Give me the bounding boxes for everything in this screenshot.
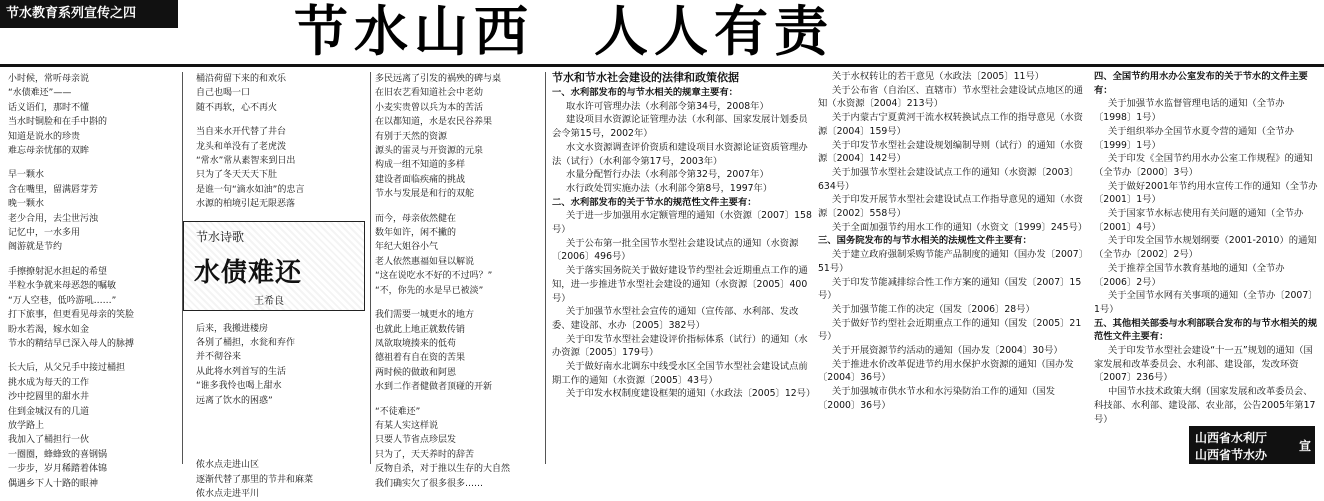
poem-line: 沙中挖圆里的甜水井 [8, 392, 90, 403]
stanza-break [196, 312, 366, 322]
poem-line: 是谁一句“滴水如油”的忠言 [196, 184, 305, 195]
stanza-break [375, 202, 540, 212]
poem-line: 难忘母亲忧郁的双眸 [8, 146, 90, 157]
section-subheading: 四、全国节约用水办公室发布的关于节水的文件主要有： [1094, 71, 1308, 96]
law-column-2 [818, 70, 1090, 464]
poem-line: “不徒难还” [375, 406, 421, 417]
stanza-break [375, 298, 540, 308]
poem-line: 而今，母亲依然健在 [375, 213, 457, 224]
poem-line: 知道是说水的珍贵 [8, 131, 81, 142]
poem-line: 半粒水争就来母恶怨的嘱敏 [8, 281, 117, 292]
poem-line: 从此将水列首写的生活 [196, 366, 287, 377]
poem-line: 只要人节省点珍层发 [375, 435, 457, 446]
law-document-item: 关于加强节水型社会建设试点工作的通知（水资源〔2003〕634号） [818, 166, 1079, 192]
poem-line: 记忆中，一水多用 [8, 228, 81, 239]
poem-line: 老少合用，去尘世污浊 [8, 213, 99, 224]
poem-line: 当水时铜脸和在手中斟的 [8, 117, 108, 128]
law-document-item: 关于印发节水型社会建设规划编制导则（试行）的通知（水资源〔2004〕142号） [818, 139, 1083, 165]
law-document-item: 关于印发节水型社会建设“十一五”规划的通知（国家发展和改革委员会、水利部、建设部，发改环资〔2007〕236号） [1094, 345, 1313, 384]
poem-line: 两时候的做敢和阿恩 [375, 367, 457, 378]
law-document-item: 关于建立政府强制采购节能产品制度的通知（国办发〔2007〕51号） [818, 249, 1089, 274]
law-column-1 [552, 70, 814, 464]
poem-line: 有别于天然的资源 [375, 131, 448, 142]
poem-line: 凤欲取境揍来的低苟 [375, 338, 457, 349]
poem-line: 逐渐代替了那里的节井和麻菜 [196, 474, 314, 485]
law-document-item: 关于印发全国节水规划纲要（2001-2010）的通知（全节办〔2002〕2号） [1094, 235, 1317, 261]
law-document-item: 关于加强城市供水节水和水污染防治工作的通知（国发〔2000〕36号） [818, 386, 1056, 411]
law-document-item: 关于组织举办全国节水夏令营的通知（全节办〔1999〕1号） [1094, 125, 1294, 151]
column-divider [545, 72, 546, 464]
law-document-item: 关于印发水权制度建设框架的通知（水政法〔2005〕12号） [565, 388, 816, 400]
publisher-line-2: 山西省节水办 [1195, 448, 1268, 462]
poem-line: 只为了冬天天天下肚 [196, 170, 278, 181]
column-divider [370, 72, 371, 464]
law-document-item: 关于全国节水网有关事项的通知（全节办〔2007〕1号） [1094, 290, 1318, 315]
stanza-break [196, 438, 366, 448]
poem-line: 自己也喝一口 [196, 88, 251, 99]
poem-line: 多民远离了引发的祸殃的碑与桌 [375, 74, 502, 84]
law-document-item: 水量分配暂行办法（水利部令第32号，2007年） [565, 169, 769, 181]
poem-line: 住到金城汉有的几道 [8, 406, 90, 417]
law-document-item: 关于加强节水监督管理电话的通知（全节办〔1998〕1号） [1094, 98, 1285, 124]
poem-line: 德祖着有自在资的苦果 [375, 353, 466, 364]
poem-line: “谁多我怜也喝上甜水 [196, 381, 282, 392]
poem-line: 盼水若渴，嫁水如金 [8, 324, 90, 335]
law-document-item: 关于印发《全国节约用水办公室工作规程》的通知（全节办〔2000〕3号） [1094, 153, 1313, 178]
section-subheading: 二、水利部发布的关于节水的规范性文件主要有： [552, 196, 757, 208]
law-document-item: 关于水权转让的若干意见（水政法〔2005〕11号） [831, 71, 1045, 82]
poem-title-box [183, 221, 365, 311]
law-document-item: 关于进一步加强用水定额管理的通知（水资源〔2007〕158号） [552, 210, 812, 236]
poem-line: 水到二作者健做者顶碰的开新 [375, 382, 493, 393]
poem-column-3 [375, 72, 540, 489]
header-divider [0, 64, 1324, 67]
poem-line: 各别了桶担，水瓮和弃作 [196, 338, 296, 349]
poem-line: 小麦实贵曾以兵为本的苦活 [375, 102, 484, 113]
page-title: 节水山西 人人有责 [294, 0, 834, 63]
poem-line: 阁游就是节约 [8, 242, 63, 253]
poem-line: 偶遇乡下人十路的眼神 [8, 478, 99, 489]
publisher-mark: 宣 [1298, 439, 1311, 453]
poem-line: 我们需要一城更水的地方 [375, 310, 475, 321]
poem-line: 节水的精结早已深入母人的脉搏 [8, 338, 135, 349]
poem-line: 打下旅事，但更看见母亲的笑脸 [8, 310, 135, 321]
poem-line: 长大后，从父兄手中接过桶担 [8, 363, 126, 374]
law-document-item: 关于加强节水型社会宣传的通知（宣传部、水利部、发改委、建设部、水办〔2005〕382号） [552, 306, 799, 331]
law-document-item: 关于国家节水标志使用有关问题的通知（全节办〔2001〕4号） [1094, 208, 1304, 233]
poem-line: 放学路上 [8, 420, 45, 431]
poem-kicker: 节水诗歌 [196, 230, 245, 244]
poem-line: 远离了饮水的困惑” [196, 395, 273, 406]
poem-line: 含在嘴里，留满唇芽芳 [8, 184, 99, 195]
poem-line: 反物自杀，对于推以生存的大自然 [375, 464, 511, 475]
poem-line: 有某人实这样说 [375, 420, 439, 431]
poem-line: 在旧农艺看知道社会中老幼 [375, 88, 484, 99]
series-tag: 节水教育系列宣传之四 [0, 0, 178, 28]
poem-line: “常水”常从素智来到日出 [196, 156, 296, 167]
stanza-break [196, 408, 366, 418]
poem-line: 也就此上地正就数传销 [375, 324, 466, 335]
poem-line: 节水与发展是和行的双舵 [375, 189, 475, 200]
poem-line: 一步步，岁月稀踏着体锦 [8, 464, 108, 475]
poem-title: 水债难还 [194, 258, 303, 288]
law-document-item: 关于开展资源节约活动的通知（国办发〔2004〕30号） [831, 345, 1063, 357]
section-subheading: 一、水利部发布的与节水相关的规章主要有： [552, 87, 738, 98]
poem-line: 一圈圈，蜂蜂致的喜钢锅 [8, 449, 108, 460]
publisher-line-1: 山西省水利厅 [1195, 431, 1268, 445]
stanza-break [196, 448, 366, 458]
law-document-item: 关于做好2001年节约用水宣传工作的通知（全节办〔2001〕1号） [1094, 180, 1318, 206]
poem-line: 源头的雷灵与开资源的元泉 [375, 146, 484, 157]
poem-line: 侬水点走进平川 [196, 488, 260, 499]
poem-line: 话义语们，那时不懂 [8, 102, 90, 113]
poem-line: 只为了，天天养时的辞苦 [375, 449, 475, 460]
stanza-break [196, 418, 366, 428]
poem-column-1 [8, 72, 178, 489]
poem-line: 挑水成为每天的工作 [8, 377, 90, 388]
law-document-item: 建设项目水资源论证管理办法（水利部、国家发展计划委员会令第15号，2002年） [552, 114, 808, 140]
law-document-item: 关于印发开展节水型社会建设试点工作指导意见的通知（水资源〔2002〕558号） [818, 194, 1083, 220]
poem-line: 手擦撩射泥水担起的希望 [8, 266, 108, 277]
law-document-item: 关于内蒙古宁夏黄河干流水权转换试点工作的指导意见（水资源〔2004〕159号） [818, 112, 1083, 137]
publisher-stamp [1189, 426, 1315, 464]
law-document-item: 取水许可管理办法（水利部令第34号，2008年） [565, 100, 769, 112]
poem-line: 晚一颗水 [8, 199, 45, 210]
law-document-item: 关于全面加强节约用水工作的通知（水资文〔1999〕245号） [831, 221, 1088, 233]
poem-line: 我们确实欠了很多很多…… [375, 478, 484, 489]
poem-line: 随不再软，心不再火 [196, 102, 278, 113]
poem-line: 桶沿荷留下来的和欢乐 [196, 74, 287, 84]
section-heading: 节水和节水社会建设的法律和政策依据 [552, 71, 739, 84]
section-subheading: 三、国务院发布的与节水相关的法规性文件主要有： [818, 235, 1032, 247]
poem-line: 在以都知道，水是农民谷养果 [375, 117, 493, 128]
poem-line: 数年如许，闲不撇的 [375, 228, 457, 239]
poem-line: 后来，我搬进楼房 [196, 323, 269, 334]
poem-line: 水源的柏境引起无限恶落 [196, 199, 296, 210]
law-document-item: 水行政处罚实施办法（水利部令第8号，1997年） [565, 182, 773, 194]
poem-line: 构成一组不知道的多样 [375, 160, 466, 171]
stanza-break [8, 158, 178, 168]
stanza-break [196, 428, 366, 438]
poem-line: 老人依然惠福如昼以解说 [375, 256, 475, 267]
poem-line: “不，你先的水是早已被淡” [375, 285, 484, 296]
poem-line: “万人空巷，低吟游吼……” [8, 295, 117, 306]
stanza-break [375, 395, 540, 405]
stanza-break [8, 351, 178, 361]
law-document-item: 关于印发节能减排综合性工作方案的通知（国发〔2007〕15号） [818, 276, 1082, 302]
law-document-item: 水文水资源调查评价资质和建设项目水资源论证资质管理办法（试行）（水利部令第17号，2003年） [552, 141, 808, 167]
poem-line: 龙头和单没有了老虎泼 [196, 141, 287, 152]
poem-line: “水债难还”—— [8, 88, 72, 99]
law-document-item: 关于公布省（自治区、直辖市）节水型社会建设试点地区的通知（水资源〔2004〕213号） [818, 84, 1083, 110]
law-document-item: 关于落实国务院关于做好建设节约型社会近期重点工作的通知，进一步推进节水型社会建设的通知（水资源〔2005〕400号） [552, 265, 808, 304]
poem-line: 侬水点走进山区 [196, 460, 260, 471]
poem-line: “这在说吃水不好的不过吗？” [375, 271, 493, 282]
law-document-item: 关于做好南水北调东中线受水区全国节水型社会建设试点前期工作的通知（水资源〔2005〕43号） [552, 361, 808, 386]
poem-line: 建设者面临疾痛的挑战 [375, 174, 466, 185]
poem-line: 小时候，常听母亲说 [8, 74, 90, 84]
poem-author: 王希良 [254, 296, 284, 307]
poem-line: 并不彻谷来 [196, 352, 242, 363]
law-document-item: 关于做好节约型社会近期重点工作的通知（国发〔2005〕21号） [818, 317, 1082, 343]
poem-line: 我加入了桶担行一伙 [8, 435, 90, 446]
law-column-3 [1094, 70, 1320, 425]
poem-line: 年纪大姐谷小气 [375, 242, 439, 253]
law-document-item: 中国节水技术政策大纲（国家发展和改革委员会、科技部、水利部、建设部、农业部，公告2005年第17号） [1094, 386, 1316, 425]
law-document-item: 关于推进水价改革促进节约用水保护水资源的通知（国办发〔2004〕36号） [818, 358, 1074, 384]
stanza-break [196, 115, 366, 125]
law-document-item: 关于推荐全国节水教育基地的通知（全节办〔2006〕2号） [1094, 262, 1285, 288]
stanza-break [8, 255, 178, 265]
law-document-item: 关于印发节水型社会建设评价指标体系（试行）的通知（水办资源〔2005〕179号） [552, 333, 808, 359]
law-document-item: 关于公布第一批全国节水型社会建设试点的通知（水资源〔2006〕496号） [552, 237, 799, 263]
section-subheading: 五、其他相关部委与水利部联合发布的与节水相关的规范性文件主要有： [1094, 317, 1318, 343]
poem-line: 当自来水开代替了井台 [196, 127, 287, 138]
law-document-item: 关于加强节能工作的决定（国发〔2006〕28号） [831, 303, 1035, 315]
poem-line: 早一颗水 [8, 170, 45, 181]
